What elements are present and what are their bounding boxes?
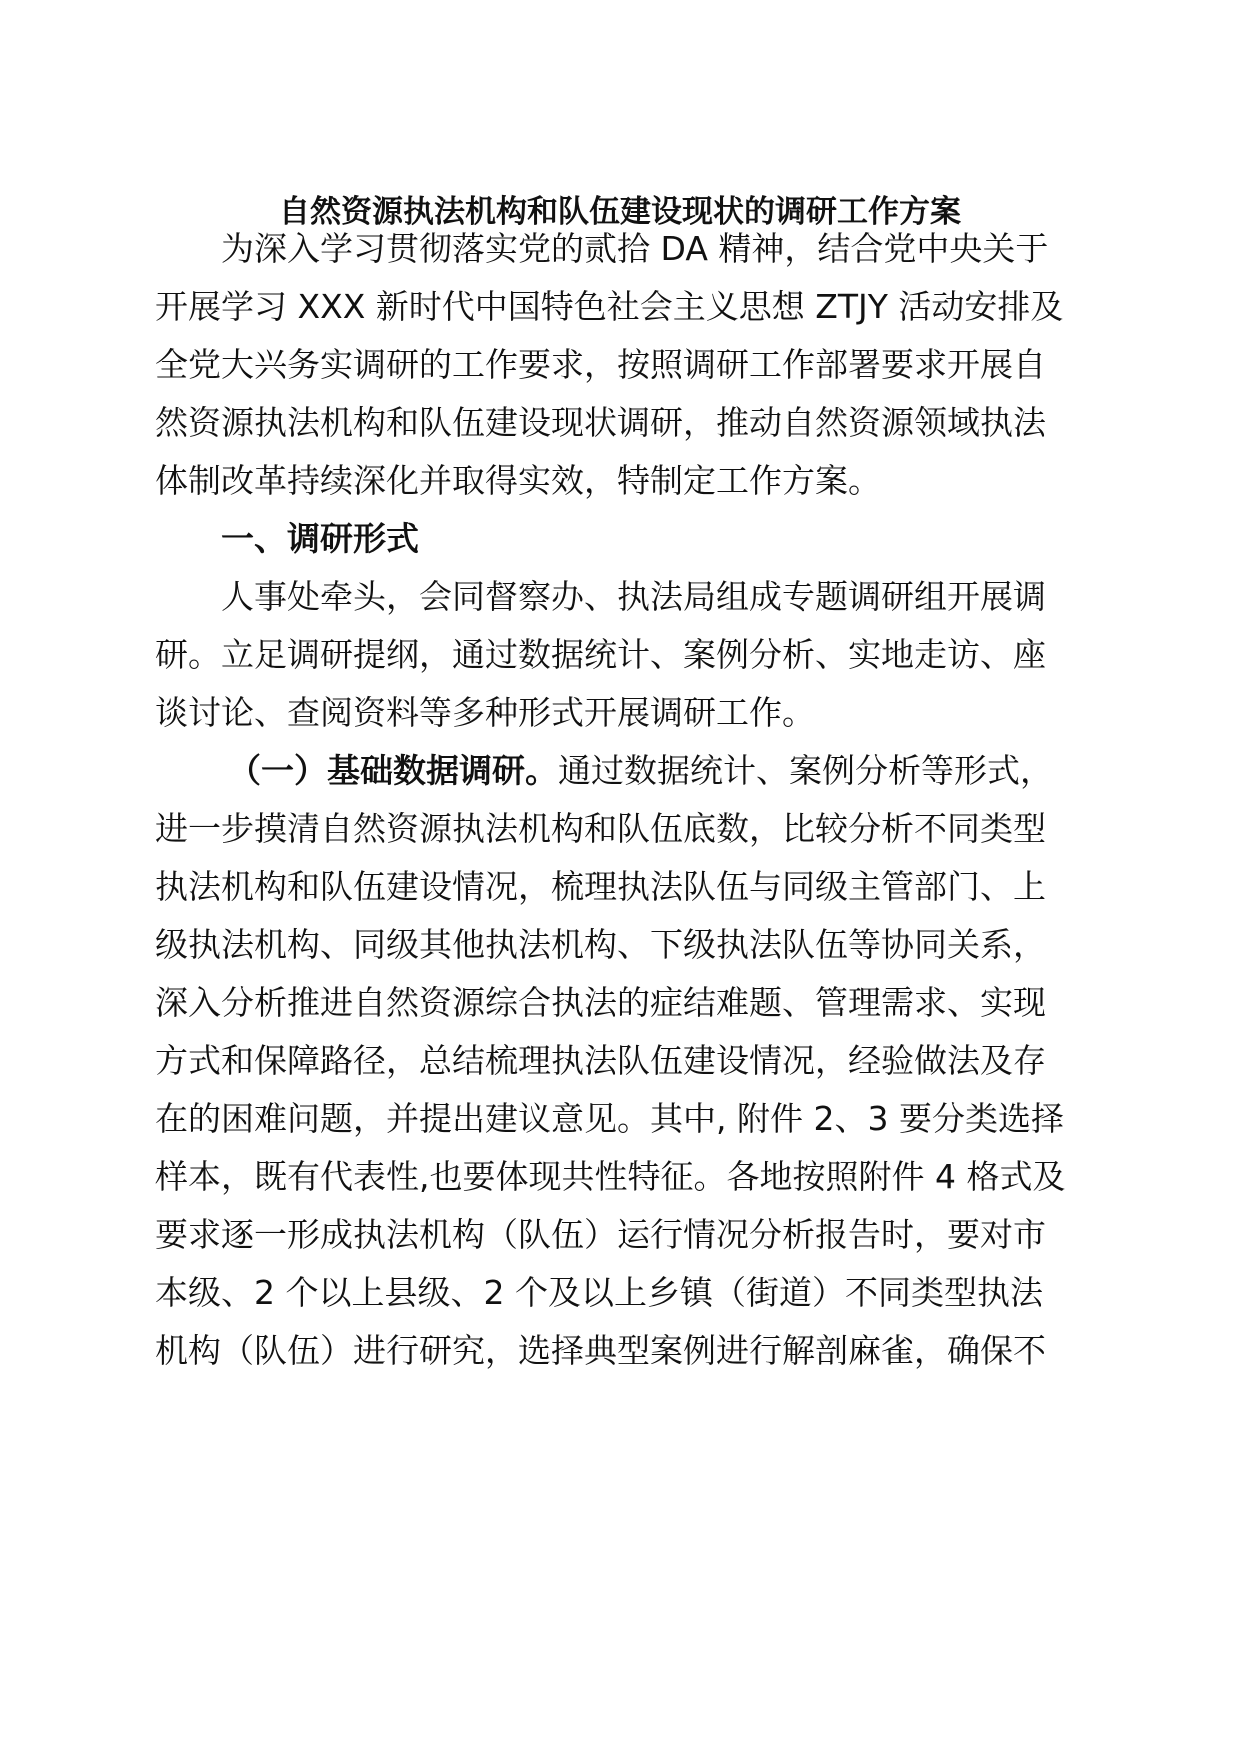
section-paragraph-line: 研。立足调研提纲，通过数据统计、案例分析、实地走访、座 bbox=[155, 635, 1046, 674]
section-paragraph-line: 谈讨论、查阅资料等多种形式开展调研工作。 bbox=[155, 693, 815, 732]
subsection-paragraph-line: 进一步摸清自然资源执法机构和队伍底数，比较分析不同类型 bbox=[155, 809, 1046, 848]
subsection-paragraph-line: 要求逐一形成执法机构（队伍）运行情况分析报告时，要对市 bbox=[155, 1215, 1046, 1254]
subsection-paragraph-line: 方式和保障路径，总结梳理执法队伍建设情况，经验做法及存 bbox=[155, 1041, 1046, 1080]
subsection-paragraph-line: 在的困难问题，并提出建议意见。其中, 附件 2、3 要分类选择 bbox=[155, 1099, 1064, 1138]
document-title: 自然资源执法机构和队伍建设现状的调研工作方案 bbox=[279, 194, 961, 230]
subsection-heading: （一）基础数据调研。 bbox=[228, 751, 558, 790]
subsection-paragraph-line: 深入分析推进自然资源综合执法的症结难题、管理需求、实现 bbox=[155, 983, 1046, 1022]
section-paragraph-line: 人事处牵头，会同督察办、执法局组成专题调研组开展调 bbox=[221, 577, 1046, 616]
intro-line: 开展学习 XXX 新时代中国特色社会主义思想 ZTJY 活动安排及 bbox=[155, 287, 1064, 326]
subsection-paragraph-line: 机构（队伍）进行研究，选择典型案例进行解剖麻雀，确保不 bbox=[155, 1331, 1046, 1370]
subsection-paragraph-line: 执法机构和队伍建设情况，梳理执法队伍与同级主管部门、上 bbox=[155, 867, 1046, 906]
subsection-first-line-text: 通过数据统计、案例分析等形式， bbox=[558, 751, 1053, 790]
section-heading: 一、调研形式 bbox=[221, 519, 419, 558]
intro-line: 为深入学习贯彻落实党的贰拾 DA 精神，结合党中央关于 bbox=[221, 229, 1049, 268]
subsection-paragraph-line: 级执法机构、同级其他执法机构、下级执法队伍等协同关系， bbox=[155, 925, 1046, 964]
subsection-paragraph-line: 本级、2 个以上县级、2 个及以上乡镇（街道）不同类型执法 bbox=[155, 1273, 1043, 1312]
intro-line: 全党大兴务实调研的工作要求，按照调研工作部署要求开展自 bbox=[155, 345, 1046, 384]
intro-line: 体制改革持续深化并取得实效，特制定工作方案。 bbox=[155, 461, 881, 500]
intro-line: 然资源执法机构和队伍建设现状调研，推动自然资源领域执法 bbox=[155, 403, 1046, 442]
subsection-first-line bbox=[228, 746, 1053, 796]
subsection-paragraph-line: 样本，既有代表性,也要体现共性特征。各地按照附件 4 格式及 bbox=[155, 1157, 1066, 1196]
